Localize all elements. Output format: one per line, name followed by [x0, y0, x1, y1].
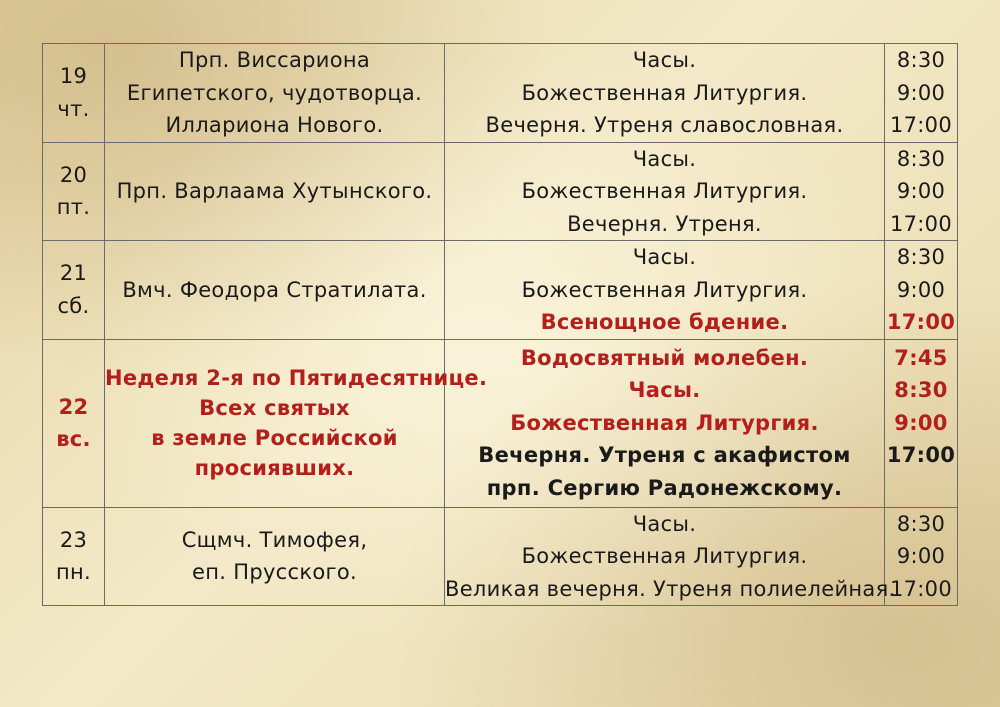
service-time: 9:00 [896, 277, 946, 302]
saint-line: Прп. Виссариона [178, 48, 371, 72]
service-line-highlighted: Всенощное бдение. [540, 310, 789, 334]
table-row-feast [43, 339, 958, 507]
date-cell [43, 507, 105, 606]
service-line: Вечерня. Утреня. [567, 211, 762, 236]
service-time-highlighted: 9:00 [894, 410, 948, 435]
saint-line: Всех святых [199, 396, 350, 420]
service-time: 9:00 [896, 179, 946, 203]
service-time: 9:00 [896, 80, 946, 105]
service-time: 17:00 [889, 113, 953, 137]
date-cell [43, 241, 105, 340]
service-time: 17:00 [886, 443, 956, 467]
service-line-highlighted: Часы. [628, 378, 701, 403]
table-row [43, 44, 958, 143]
services-cell [445, 44, 885, 143]
times-cell [885, 507, 958, 606]
saint-commemoration [105, 339, 488, 507]
weekday: вс. [56, 427, 91, 451]
saint-commemoration [105, 241, 445, 340]
times-cell [885, 142, 958, 241]
weekday: пн. [55, 560, 92, 585]
service-time: 8:30 [896, 146, 946, 171]
date-cell [43, 44, 105, 143]
service-line: Вечерня. Утреня с акафистом [478, 443, 851, 468]
services-cell [445, 142, 885, 241]
service-line: Великая вечерня. Утреня полиелейная. [445, 576, 896, 601]
table-row [43, 142, 958, 241]
service-line-highlighted: Божественная Литургия. [510, 410, 819, 435]
saint-line: Прп. Варлаама Хутынского. [116, 179, 433, 203]
day-number: 23 [59, 527, 88, 552]
service-line: прп. Сергию Радонежскому. [486, 475, 843, 500]
times-cell [885, 44, 958, 143]
service-line: Божественная Литургия. [521, 80, 808, 105]
saint-commemoration [105, 142, 445, 241]
saint-commemoration [105, 507, 445, 606]
service-line: Божественная Литургия. [521, 544, 808, 568]
day-number: 22 [58, 394, 89, 419]
table-row [43, 507, 958, 606]
service-line: Часы. [632, 245, 697, 269]
saint-line: еп. Прусского. [192, 560, 357, 585]
service-line-highlighted: Водосвятный молебен. [520, 345, 809, 370]
day-number: 21 [59, 261, 88, 286]
services-cell [445, 507, 896, 606]
service-time: 8:30 [896, 245, 946, 269]
times-cell [885, 241, 958, 340]
day-number: 19 [59, 64, 88, 89]
saint-line: в земле Российской [151, 426, 398, 450]
saint-commemoration [105, 44, 445, 143]
date-cell [43, 339, 105, 507]
date-cell [43, 142, 105, 241]
saint-line: просиявших. [194, 456, 355, 480]
service-line: Часы. [632, 48, 697, 72]
service-time: 8:30 [896, 511, 946, 536]
service-line: Часы. [632, 511, 697, 536]
service-time: 17:00 [889, 576, 953, 601]
service-time: 17:00 [889, 211, 953, 236]
service-line: Часы. [632, 146, 697, 171]
service-line: Вечерня. Утреня славословная. [485, 113, 844, 137]
service-time-highlighted: 17:00 [886, 310, 956, 334]
service-line: Божественная Литургия. [521, 277, 808, 302]
service-time-highlighted: 7:45 [894, 345, 948, 370]
service-time: 8:30 [896, 48, 946, 72]
service-schedule-table [42, 43, 958, 606]
saint-line: Неделя 2-я по Пятидесятнице. [105, 366, 488, 390]
services-cell [445, 339, 885, 507]
service-time: 9:00 [896, 544, 946, 568]
weekday: пт. [56, 195, 91, 220]
service-time-highlighted: 8:30 [894, 378, 948, 402]
service-line: Божественная Литургия. [521, 179, 808, 203]
times-cell [885, 339, 958, 507]
weekday: чт. [57, 96, 90, 121]
saint-line: Вмч. Феодора Стратилата. [122, 277, 427, 302]
services-cell [445, 241, 885, 340]
day-number: 20 [59, 162, 88, 187]
weekday: сб. [57, 293, 90, 318]
saint-line: Египетского, чудотворца. [126, 80, 423, 105]
saint-line: Сщмч. Тимофея, [181, 527, 368, 552]
saint-line: Иллариона Нового. [165, 113, 384, 137]
table-row [43, 241, 958, 340]
